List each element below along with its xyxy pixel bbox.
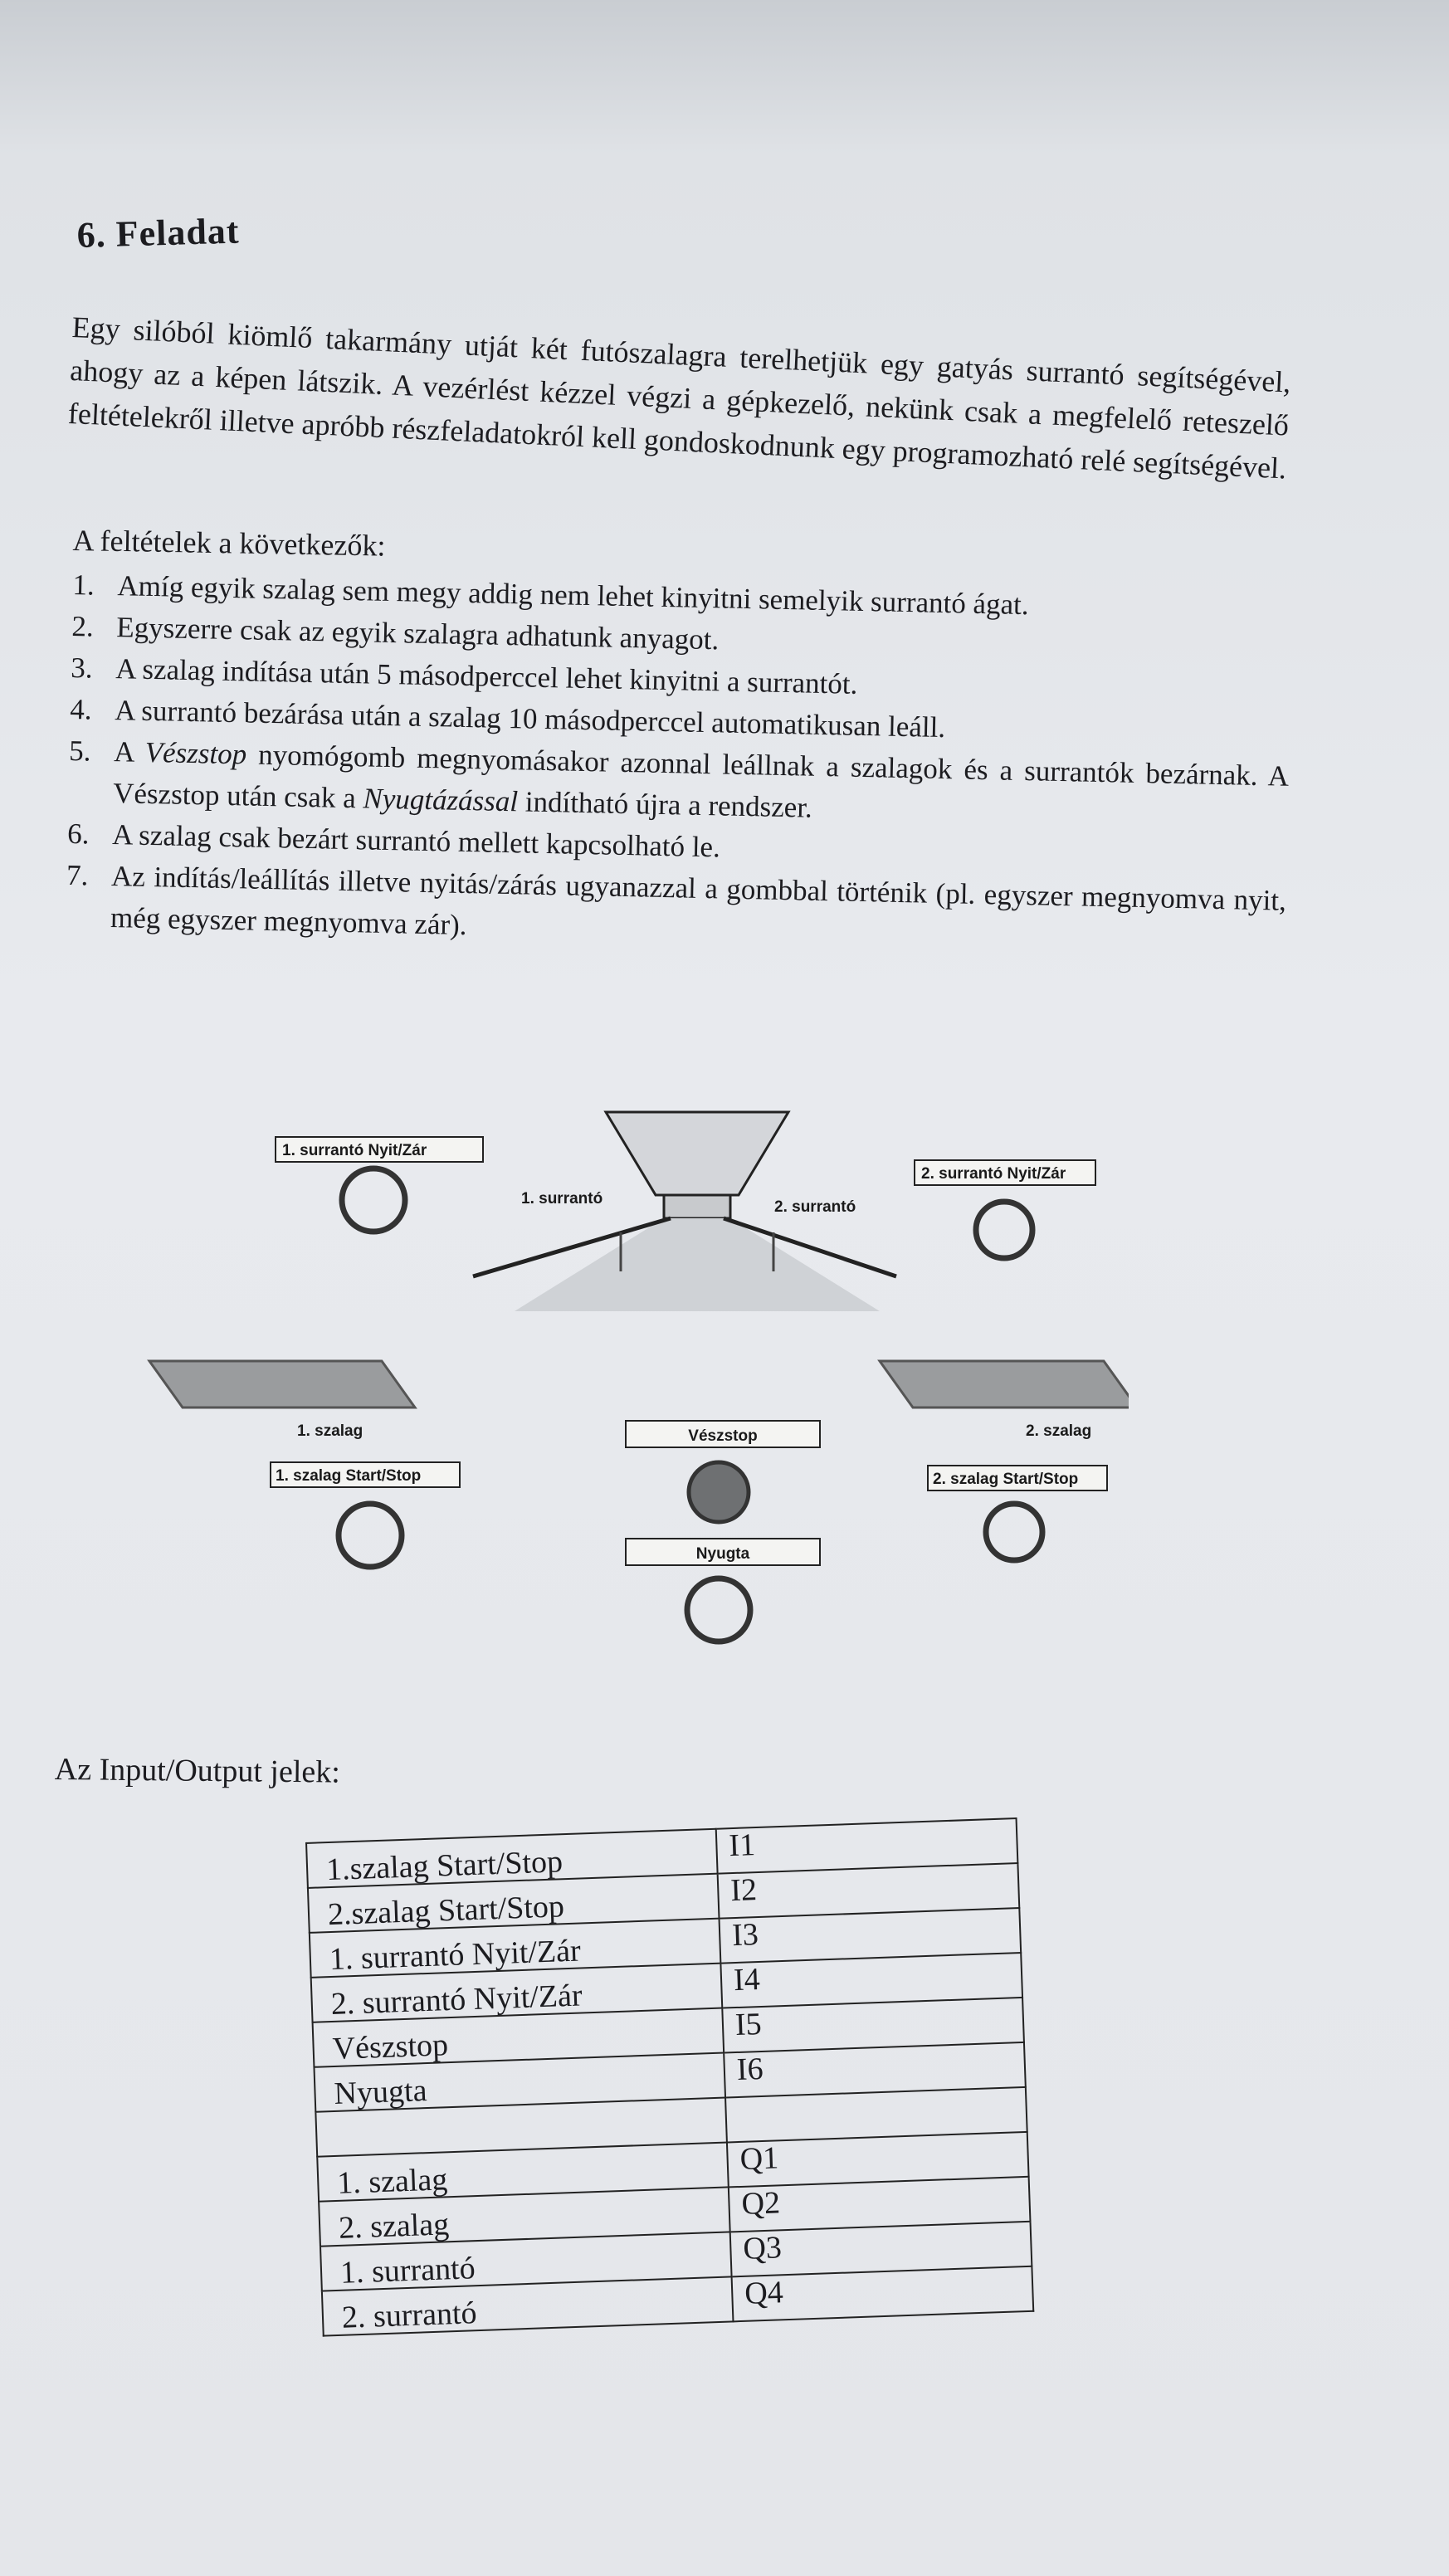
chute-1-label: 1. surrantó xyxy=(521,1190,603,1208)
chute-2-button-label: 2. surrantó Nyit/Zár xyxy=(921,1165,1066,1183)
belt-2-button-label: 2. szalag Start/Stop xyxy=(933,1471,1079,1488)
table-row: Nyugta I6 xyxy=(314,2042,1025,2112)
estop-label: Vészstop xyxy=(688,1427,758,1445)
condition-item: 4. A surrantó bezárása után a szalag 10 másodperccel automatikusan leáll. xyxy=(69,692,946,744)
condition-item: 1. Amíg egyik szalag sem megy addig nem lehet kinyitni semelyik surrantó ágat. xyxy=(72,568,1030,622)
conveyor-belt-1 xyxy=(149,1361,415,1408)
conditions-list xyxy=(66,564,1293,964)
table-row: 1. szalag Q1 xyxy=(317,2132,1028,2202)
io-table xyxy=(305,1817,1034,2337)
table-row: 2.szalag Start/Stop I2 xyxy=(308,1863,1019,1933)
belt-1-button-label: 1. szalag Start/Stop xyxy=(276,1467,422,1485)
silo-hopper xyxy=(606,1112,788,1195)
table-row: 1. surrantó Nyit/Zár I3 xyxy=(310,1908,1021,1978)
chute-1-button-label: 1. surrantó Nyit/Zár xyxy=(282,1142,427,1159)
belt-2-start-stop-button[interactable] xyxy=(986,1504,1042,1560)
io-heading: Az Input/Output jelek: xyxy=(54,1752,341,1790)
table-row: 2. surrantó Q4 xyxy=(322,2266,1033,2336)
material-spill xyxy=(515,1218,880,1311)
conditions-heading: A feltételek a következők: xyxy=(72,523,386,563)
condition-item: 2. Egyszerre csak az egyik szalagra adhatunk anyagot. xyxy=(71,609,720,656)
chute-1-nyit-zar-button[interactable] xyxy=(342,1168,405,1232)
emphasis-vesztop: Vészstop xyxy=(144,735,247,771)
system-diagram xyxy=(133,1095,1129,1660)
table-row: 2. surrantó Nyit/Zár I4 xyxy=(311,1953,1022,2022)
conveyor-belt-2 xyxy=(880,1361,1129,1408)
vesztop-button[interactable] xyxy=(689,1462,749,1522)
belt-2-label: 2. szalag xyxy=(1026,1422,1092,1440)
belt-1-label: 1. szalag xyxy=(297,1422,363,1440)
ack-label: Nyugta xyxy=(695,1545,750,1563)
nyugta-button[interactable] xyxy=(687,1578,750,1642)
silo-neck xyxy=(664,1195,730,1218)
table-row: 1. surrantó Q3 xyxy=(320,2222,1032,2291)
belt-1-start-stop-button[interactable] xyxy=(339,1504,402,1567)
table-row: 1.szalag Start/Stop I1 xyxy=(306,1818,1017,1888)
task-title: 6. Feladat xyxy=(76,210,241,256)
condition-item: 6. A szalag csak bezárt surrantó mellett kapcsolható le. xyxy=(66,817,721,864)
condition-item: 3. A szalag indítása után 5 másodperccel lehet kinyitni a surrantót. xyxy=(70,651,858,700)
emphasis-nyugtazas: Nyugtázással xyxy=(363,782,519,818)
table-row: 2. szalag Q2 xyxy=(319,2177,1030,2247)
table-row: Vészstop I5 xyxy=(313,1998,1024,2067)
intro-paragraph: Egy silóból kiömlő takarmány utját két futószalagra terelhetjük egy gatyás surrantó segítségével, ahogy az a képen látszik. A vezérlést kézzel végzi a gépkezelő, nekünk csak a megfelelő reteszelő feltételekről illetve apróbb részfeladatokról kell gondoskodnunk egy programozható relé segítségével. xyxy=(67,310,1292,485)
chute-2-label: 2. surrantó xyxy=(774,1198,856,1216)
chute-2-nyit-zar-button[interactable] xyxy=(976,1202,1032,1258)
condition-item: 5. A Vészstop nyomógomb megnyomásakor azonnal leállnak a szalagok és a surrantók bezárnak. A Vészstop után csak a Nyugtázással indítható újra a rendszer. xyxy=(68,734,1290,824)
condition-item: 7. Az indítás/leállítás illetve nyitás/zárás ugyanazzal a gombbal történik (pl. egyszer megnyomva nyit, még egyszer megnyomva zár). xyxy=(66,858,1287,942)
